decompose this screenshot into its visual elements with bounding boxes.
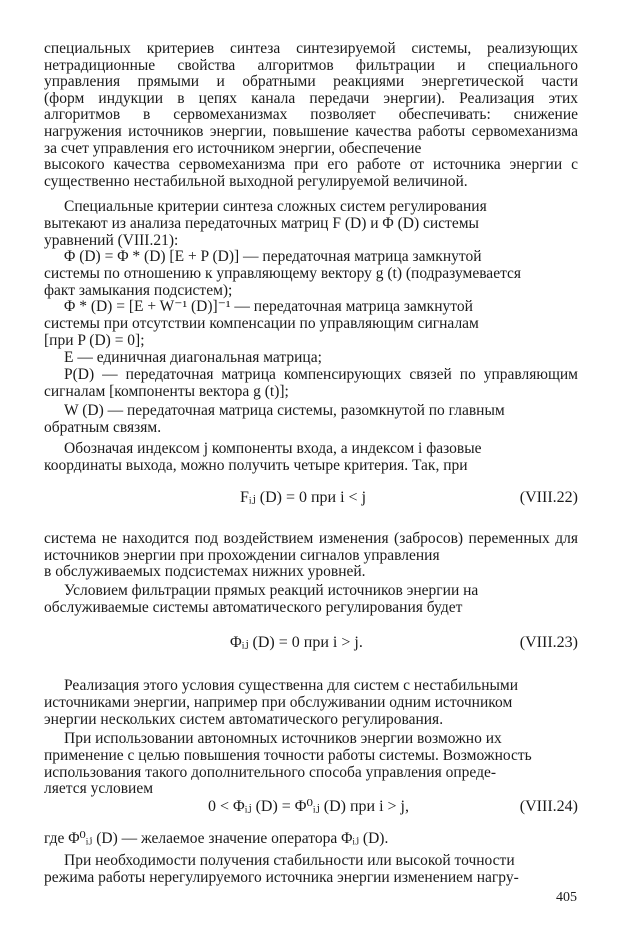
text-line: в обслуживаемых подсистемах нижних уровней. <box>44 563 366 581</box>
text-line: управления прямыми и обратными реакциями энергетической части <box>44 73 578 91</box>
text-line: источниками энергии, например при обслуживании одним источником <box>44 694 513 711</box>
text-line: режима работы нерегулируемого источника энергии изменением нагру- <box>44 869 519 886</box>
paragraph-4-cont <box>44 316 578 349</box>
paragraph-7 <box>44 403 578 420</box>
paragraph-11-cont <box>44 695 578 728</box>
paragraph-2-cont <box>44 216 578 249</box>
text-line: E — единичная диагональная матрица; <box>64 349 322 366</box>
formula-number: (VIII.24) <box>519 798 578 815</box>
text-line: обслуживаемые системы автоматического регулирования будет <box>44 599 463 616</box>
formula-expression: Fᵢⱼ (D) = 0 при i < j <box>240 489 367 506</box>
page-number: 405 <box>556 890 577 905</box>
paragraph-4 <box>44 299 578 316</box>
paragraph-12-cont <box>44 748 578 798</box>
paragraph-10 <box>44 583 578 600</box>
text-line: где Φ⁰ᵢⱼ (D) — желаемое значение оператора Φᵢⱼ (D). <box>44 830 389 847</box>
paragraph-9 <box>44 531 578 581</box>
text-line: Реализация этого условия существенна для систем с нестабильными <box>64 677 519 694</box>
text-line: системы при отсутствии компенсации по управляющим сигналам <box>44 315 479 332</box>
text-line: При необходимости получения стабильности или высокой точности <box>64 852 515 869</box>
formula-expression: Φᵢⱼ (D) = 0 при i > j. <box>230 634 363 651</box>
paragraph-8-cont <box>44 458 578 475</box>
text-line: нагружения источников энергии, повышение качества работы сервомеханизма за счет управления его источником энергии, обеспечение <box>44 123 578 157</box>
paragraph-10-cont <box>44 600 578 617</box>
paragraph-1 <box>44 41 578 124</box>
text-line: высокого качества сервомеханизма при его работе от источника энергии с существенно нестабильной выходной регулируемой величиной. <box>44 156 578 190</box>
text-line: система не находится под воздействием изменения (забросов) переменных для источников энергии при прохождении сигналов управления <box>44 530 578 564</box>
text-line: обратным связям. <box>44 419 162 436</box>
text-line: P(D) — передаточная матрица компенсирующих связей по управляющим сигналам [компоненты вектора g (t)]; <box>44 366 578 400</box>
formula-viii-22 <box>44 490 578 510</box>
text-line: использования такого дополнительного способа управления опреде- <box>44 763 496 781</box>
text-line: При использовании автономных источников энергии возможно их <box>64 730 502 747</box>
paragraph-5 <box>64 350 578 367</box>
text-line: нетрадиционные свойства алгоритмов фильтрации и специального <box>44 56 578 74</box>
text-line: применение с целью повышения точности работы системы. Возможность <box>44 747 532 764</box>
paragraph-11 <box>44 678 578 695</box>
paragraph-12 <box>44 731 578 748</box>
paragraph-8 <box>44 441 578 458</box>
text-line: Φ (D) = Φ * (D) [E + P (D)] — передаточная матрица замкнутой <box>64 248 482 265</box>
paragraph-14 <box>44 853 578 870</box>
formula-expression: 0 < Φᵢⱼ (D) = Φ⁰ᵢⱼ (D) при i > j, <box>208 798 409 815</box>
text-line: энергии нескольких систем автоматического регулирования. <box>44 710 444 728</box>
formula-number: (VIII.23) <box>519 634 578 651</box>
text-line: уравнений (VIII.21): <box>44 231 179 249</box>
text-line: [при P (D) = 0]; <box>44 331 145 349</box>
paragraph-6 <box>44 367 578 400</box>
formula-viii-23 <box>44 635 578 655</box>
text-line: Условием фильтрации прямых реакций источников энергии на <box>64 582 479 599</box>
paragraph-7-cont <box>44 420 578 437</box>
paragraph-3 <box>44 249 578 266</box>
text-line: специальных критериев синтеза синтезируемой системы, реализующих <box>44 40 578 57</box>
text-line: W (D) — передаточная матрица системы, разомкнутой по главным <box>64 402 505 419</box>
formula-number: (VIII.22) <box>519 489 578 506</box>
text-line: Обозначая индексом j компоненты входа, а индексом i фазовые <box>64 440 482 457</box>
paragraph-2 <box>44 199 578 216</box>
text-line: Φ * (D) = [E + W⁻¹ (D)]⁻¹ — передаточная матрица замкнутой <box>64 298 473 315</box>
text-line: (форм индукции в цепях канала передачи энергии). Реализация этих <box>44 89 578 107</box>
text-line: факт замыкания подсистем); <box>44 281 233 299</box>
text-line: системы по отношению к управляющему вектору g (t) (подразумевается <box>44 265 522 282</box>
paragraph-13 <box>44 831 578 848</box>
paragraph-14-cont <box>44 870 578 887</box>
text-line: вытекают из анализа передаточных матриц F (D) и Φ (D) системы <box>44 215 479 232</box>
text-line: алгоритмов в сервомеханизмах позволяет обеспечивать: снижение <box>44 106 578 124</box>
paragraph-3-cont <box>44 266 578 299</box>
formula-viii-24 <box>44 799 578 819</box>
paragraph-1-cont <box>44 124 578 190</box>
text-line: координаты выхода, можно получить четыре критерия. Так, при <box>44 457 468 474</box>
text-line: Специальные критерии синтеза сложных систем регулирования <box>64 198 487 215</box>
text-line: ляется условием <box>44 780 154 798</box>
